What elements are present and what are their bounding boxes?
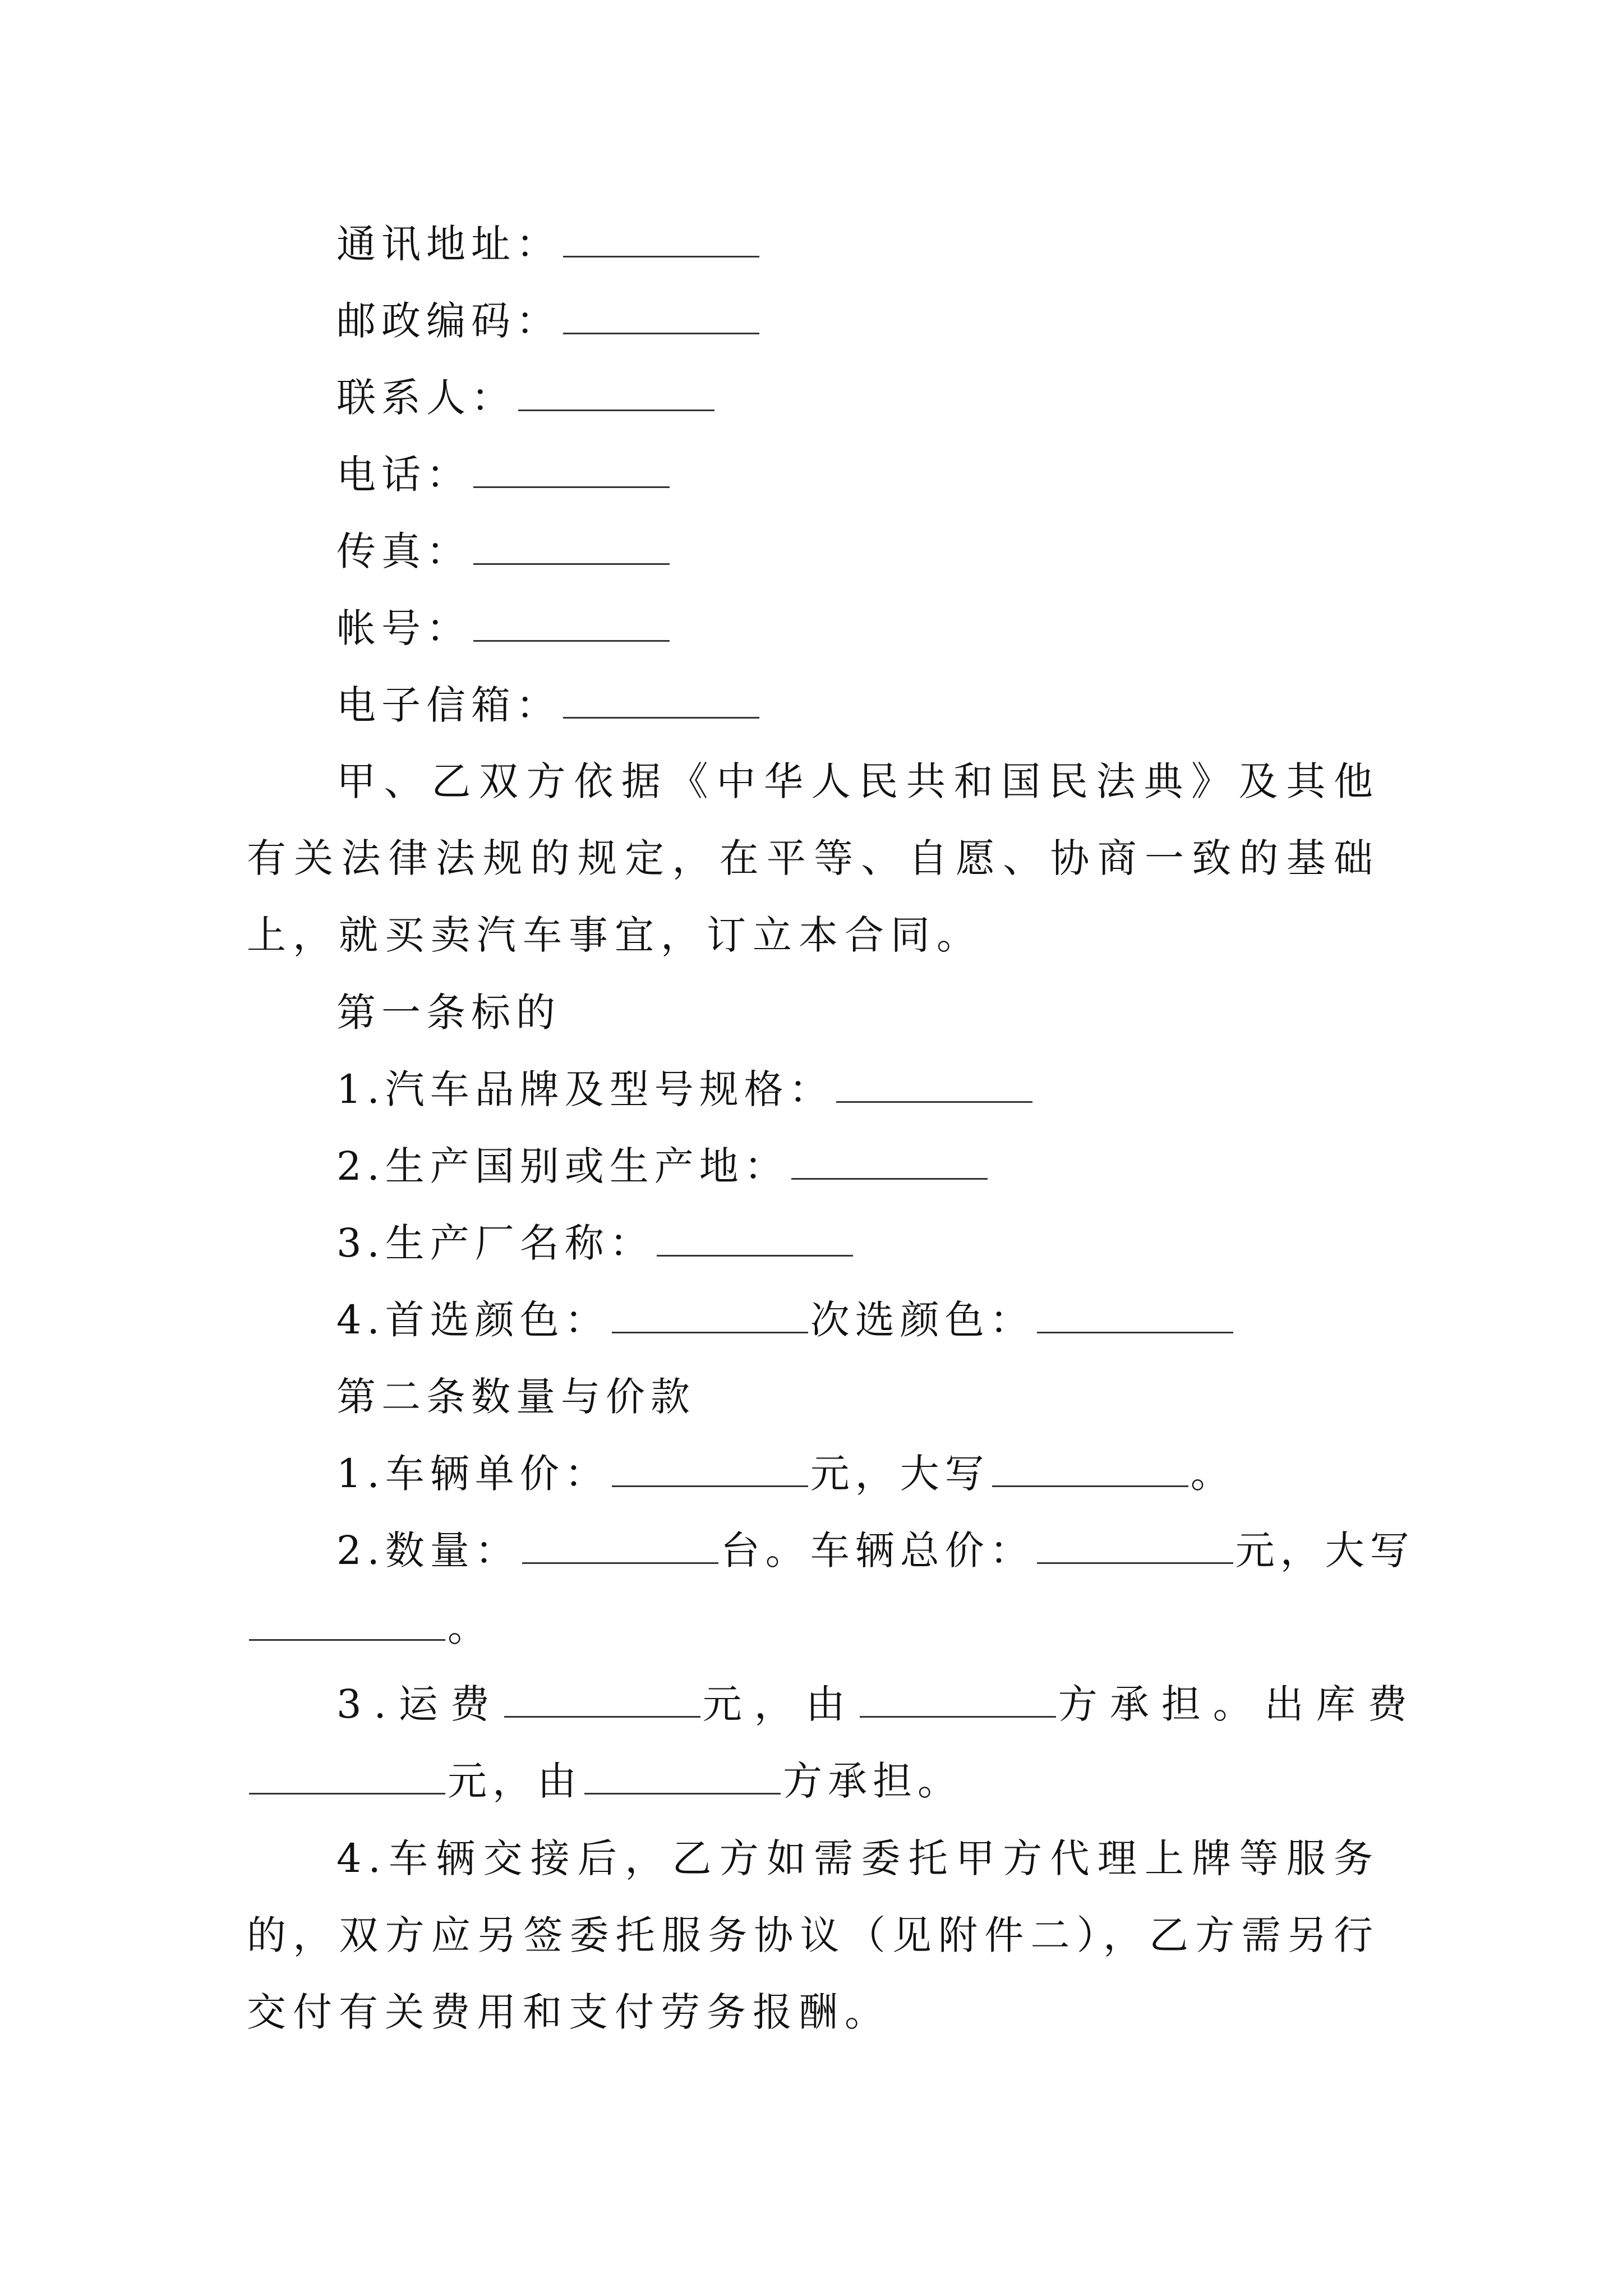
postcode-blank (563, 299, 759, 334)
total-price-label: 台。车辆总价： (720, 1527, 1035, 1573)
postcode-label: 邮政编码： (336, 298, 561, 344)
freight-label: 3.运费 (336, 1681, 502, 1727)
account-blank (473, 606, 670, 642)
article2-item3 (336, 1676, 1419, 1732)
unit-price-daxie-label: 元，大写 (810, 1451, 990, 1497)
fax-blank (473, 530, 670, 565)
total-daxie-blank (249, 1605, 445, 1641)
origin-blank (791, 1144, 988, 1180)
freight-by-label: 元，由 (702, 1681, 857, 1727)
manufacturer-label: 3.生产厂名称： (336, 1220, 654, 1266)
postcode-line (336, 293, 762, 349)
article1-item1 (336, 1061, 1035, 1117)
brand-model-blank (836, 1068, 1032, 1103)
contact-line (336, 370, 717, 426)
brand-model-label: 1.汽车品牌及型号规格： (336, 1066, 834, 1112)
article2-item3-cont (247, 1753, 962, 1809)
outbound-end: 方承担。 (783, 1758, 962, 1804)
fax-line (336, 523, 672, 579)
contact-blank (518, 376, 714, 411)
address-label: 通讯地址： (336, 221, 561, 267)
article2-item1 (336, 1446, 1235, 1502)
outbound-fee-blank (249, 1759, 445, 1795)
article2-item2-cont (247, 1599, 492, 1655)
quantity-label: 2.数量： (336, 1527, 520, 1573)
article2-item2 (336, 1522, 1415, 1579)
total-price-blank (1037, 1529, 1233, 1564)
phone-blank (473, 453, 670, 488)
unit-price-label: 1.车辆单价： (336, 1451, 610, 1497)
article1-title: 第一条标的 (336, 990, 561, 1036)
quantity-blank (522, 1529, 718, 1564)
second-color-blank (1037, 1298, 1233, 1333)
address-line (336, 216, 762, 272)
freight-blank (504, 1682, 700, 1718)
unit-price-blank (612, 1452, 808, 1487)
outbound-party-blank (584, 1759, 781, 1795)
manufacturer-blank (657, 1221, 853, 1257)
contact-label: 联系人： (336, 375, 516, 421)
total-daxie-label: 元，大写 (1235, 1527, 1415, 1573)
first-color-blank (612, 1298, 808, 1333)
article1-item4 (336, 1292, 1235, 1348)
phone-label: 电话： (336, 452, 471, 498)
article2-item4: 4.车辆交接后，乙方如需委托甲方代理上牌等服务的，双方应另签委托服务协议（见附件二），乙方需另行交付有关费用和支付劳务报酬。 (247, 1835, 1380, 2035)
address-blank (563, 222, 759, 257)
account-label: 帐号： (336, 605, 471, 651)
article1-item3 (336, 1215, 855, 1271)
article1-item2 (336, 1138, 990, 1194)
first-color-label: 4.首选颜色： (336, 1297, 610, 1343)
fax-label: 传真： (336, 528, 471, 574)
origin-label: 2.生产国别或生产地： (336, 1143, 789, 1189)
email-blank (563, 683, 759, 719)
unit-price-end: 。 (1190, 1451, 1235, 1497)
email-line (336, 677, 762, 733)
phone-line (336, 447, 672, 503)
unit-price-daxie-blank (992, 1452, 1188, 1487)
second-color-label: 次选颜色： (810, 1297, 1035, 1343)
email-label: 电子信箱： (336, 682, 561, 728)
account-line (336, 600, 672, 656)
preamble-paragraph: 甲、乙双方依据《中华人民共和国民法典》及其他有关法律法规的规定，在平等、自愿、协商一致的基础上，就买卖汽车事宜，订立本合同。 (247, 758, 1380, 958)
outbound-by-label: 元，由 (448, 1758, 582, 1804)
article2-title: 第二条数量与价款 (336, 1374, 695, 1420)
freight-party-blank (860, 1682, 1056, 1718)
outbound-fee-label: 方承担。出库费 (1058, 1681, 1419, 1727)
total-daxie-end: 。 (448, 1604, 492, 1650)
